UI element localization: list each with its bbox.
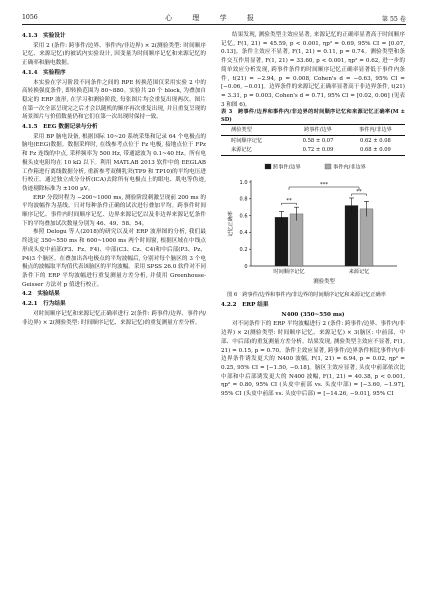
table-cell: 0.62 ± 0.08	[360, 137, 391, 144]
bar	[345, 206, 358, 266]
significance-label: **	[286, 198, 292, 205]
table-header-cell: 测验类型	[231, 126, 252, 133]
x-tick-label: 来源记忆	[348, 269, 370, 276]
volume-label: 第 55 卷	[381, 16, 406, 23]
y-tick-label: 0	[244, 264, 248, 271]
y-tick-label: 0.6	[239, 213, 248, 220]
y-axis-label: 记忆正确率	[228, 211, 234, 238]
journal-title: 心 理 学 报	[165, 14, 263, 22]
table-cell: 0.58 ± 0.07	[302, 137, 334, 144]
paragraph: 本实验在学习阶段不同条件之间的 RPE 转换范围仅采用实验 2 中的高转换强度条件, 即转换范围为 80~880。实验共 20 个 block, 为叠加自稳定的 ERP 波形, 在学习和测验阶段, 每张图片均会重复出现两次。图片在第一次全部呈现完之后才会以随机的顺序再次重复出现, 并且重复呈现的场景图片与价值数量仍和它们在第一次出现时保持一致。	[22, 79, 206, 121]
y-tick-label: 0.2	[239, 247, 248, 254]
section-heading: 4.2 实验结果	[22, 291, 60, 298]
section-heading: 4.1.5 EEG 数据记录与分析	[22, 124, 98, 131]
bar	[275, 218, 288, 267]
table-header-row	[221, 125, 405, 136]
table-cell: 来源记忆	[231, 147, 252, 154]
significance-label: ***	[319, 182, 329, 189]
page-header	[22, 12, 406, 25]
section-heading: 4.1.4 实验程序	[22, 69, 66, 76]
y-tick-label: 1.0	[239, 180, 248, 187]
figure-6	[221, 160, 405, 292]
y-tick-label: 0.8	[239, 197, 248, 204]
x-tick-label: 时间顺序记忆	[273, 269, 305, 276]
table-header-cell: 事件内/非边界	[358, 126, 392, 133]
x-axis-label: 测验类型	[313, 279, 335, 286]
legend-label: 跨事件/边界	[273, 164, 301, 171]
bar	[290, 214, 303, 266]
paragraph: ERP 分段时程为 −200~1000 ms, 测验阶段刺激呈现前 200 ms 的平均波幅作为基线。只对每种条件正确的试次进行叠加平均。跨事件时间顺序记忆、事件内时间顺序记忆、边界来源记忆以及非边界来源记忆条件下的平均叠加试次数量分别为 46、49、58、54。	[22, 194, 206, 227]
paragraph: 对不同条件下的 ERP 平均波幅进行 2 (条件: 跨事件/边界、事件内/非边界) × 2(测验类型: 时间顺序记忆、来源记忆) × 3(脑区: 中前部、中部、中后部)的重复测量方差分析。结果发现, 测验类型主效应不显著, F(1, 21) = 0.15, p = 0.70。条件主效应显著, 跨事件/边界条件相比事件内/非边界条件诱发更大的 N400 波幅, F(1, 21) = 6.94, p = 0.02, ηp² = 0.25, 95% CI = [−1.50, −0.18]。脑区主效应显著, 头皮中前部依次比中部和中后部诱发更大的 N400 波幅, F(1, 21) = 40.38, p < 0.001, ηp² = 0.80, 95% CI (头皮中前部 vs. 头皮中部) = [−3.60, −1.97], 95% CI (头皮中前部 vs. 头皮中后部) = [−14.26, −9.01], 95% CI	[221, 321, 405, 398]
bar	[360, 209, 373, 266]
paragraph: 参照 Delogu 等人(2018)的研究以及对 ERP 波形图的分析, 我们最终选定 350~550 ms 和 600~1000 ms 两个时间窗, 根据区域在中线点形成头皮中前部(F3、Fz、F4)、中部(C3、Cz、C4)和中后部(P3、Pz、P4)3 个脑区。在叠加出各电极点的平均波幅后, 分别对每个脑区的 3 个电极点的波幅取平均值代表该脑区的平均波幅。采用 SPSS 26.0 软件对不同条件下的 ERP 平均波幅进行重复测量方差分析, 并使用 Greenhouse-Geisser 方法对 p 值进行校正。	[22, 229, 206, 288]
table-cell: 时间顺序记忆	[231, 137, 263, 144]
legend-label: 事件内/非边界	[333, 164, 366, 171]
figure-caption: 图 6 跨事件/边界和事件内/非边界的时间顺序记忆和来源记忆正确率	[227, 292, 386, 299]
legend-swatch	[265, 164, 271, 169]
section-heading: 4.1.3 实验设计	[22, 33, 66, 39]
right-column	[221, 31, 405, 399]
table-cell: 0.68 ± 0.09	[360, 147, 391, 154]
bar-chart	[221, 160, 405, 292]
section-heading: 4.2.1 行为结果	[22, 301, 66, 308]
table-header-cell: 跨事件/边界	[304, 126, 332, 133]
y-tick-label: 0.4	[239, 230, 248, 237]
section-heading: 4.2.2 ERP 结果	[221, 302, 269, 309]
paragraph: 结果发现, 测验类型主效应显著, 来源记忆的正确率显著高于时间顺序记忆, F(1, 21) = 45.59, p < 0.001, ηp² = 0.69, 95% CI = [0.07, 0.13]。条件主效应不显著, F(1, 21) = 0.11, p = 0.74。测验类型和条件交互作用显著, F(1, 21) = 33.60, p < 0.001, ηp² = 0.62, 进一步的简单效应分析发现, 跨事件条件的时间顺序记忆正确率显著低于事件内条件, t(21) = −2.94, p = 0.008, Cohen's d = −0.63, 95% CI = [−0.06, −0.01]。边界条件的来源记忆正确率显著高于非边界条件, t(21) = 3.31, p = 0.003, Cohen's d = 0.71, 95% CI = [0.02, 0.06] (见表 3 和图 6)。	[221, 32, 405, 108]
subsection-heading: N400 (350~550 ms)	[281, 311, 345, 318]
table-row	[221, 146, 405, 156]
paragraph: 对时间顺序记忆和来源记忆正确率进行 2(条件: 跨事件/边界、事件内/非边界) × 2(测验类型: 时间顺序记忆、来源记忆)的重复测量方差分析。	[22, 310, 206, 326]
left-column	[22, 31, 206, 327]
paragraph: 采用 2 (条件: 跨事件/边界、事件内/非边界) × 2(测验类型: 时间顺序记忆、来源记忆)的被试内实验设计, 因变量为时间顺序记忆和来源记忆的正确率和脑电数据。	[22, 42, 206, 67]
page-number: 1056	[22, 14, 38, 21]
significance-label: **	[356, 189, 362, 196]
table-caption: 表 3 跨事件/边界和事件内/非边界的时间顺序记忆和来源记忆正确率(M ± SD)	[221, 109, 405, 123]
table-cell: 0.72 ± 0.09	[302, 147, 334, 154]
table-row	[221, 135, 405, 145]
legend-swatch	[325, 164, 331, 169]
results-table	[221, 124, 405, 156]
paragraph: 采用 BP 脑电设备, 根据国际 10~20 系统采集和记录 64 个电极点的脑电(EEG)数据。数据采样时, 在线参考点位于 Fz 电极, 接地点位于 FPz 和 Fz 连线的中点, 采样频率为 500 Hz, 带通滤波为 0.1~40 Hz。所有电极头皮电阻均在 10 kΩ 以下。利用 MATLAB 2013 软件中的 EEGLAB 工作箱进行离线数据分析, 重新参考双侧乳突(TP9 和 TP10)的平均电压进行校正。通过独立成分分析(ICA)去除所有电极点上的眼电、肌电等伪迹, 伪迹剔除标准为 ±100 μV。	[22, 133, 206, 192]
